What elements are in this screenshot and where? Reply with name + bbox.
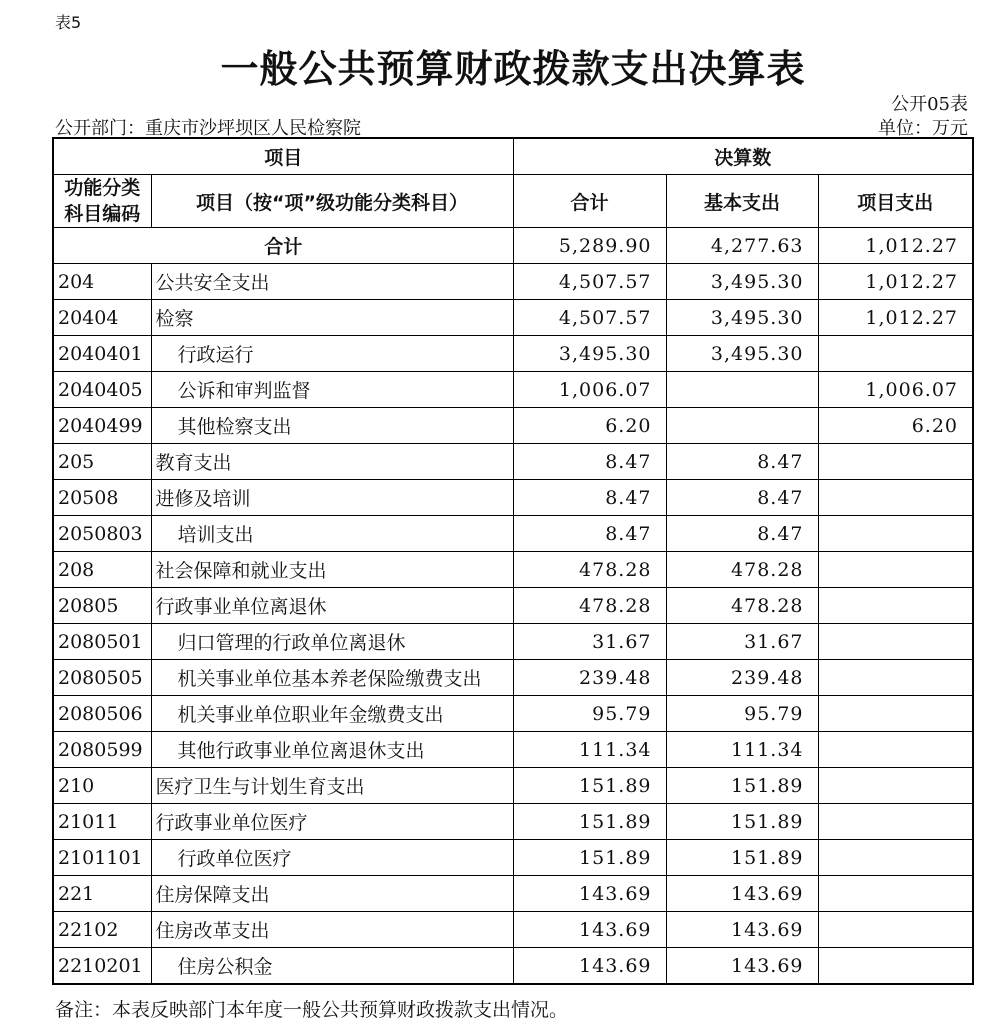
row-total: 95.79 [513,696,666,732]
row-basic: 151.89 [666,840,818,876]
row-code: 2080505 [53,660,151,696]
row-basic: 143.69 [666,948,818,985]
row-name: 医疗卫生与计划生育支出 [151,768,513,804]
header-project: 项目支出 [818,175,973,228]
row-project: 6.20 [818,408,973,444]
table-row [53,948,973,985]
table-number-label: 表5 [55,13,82,32]
row-code: 2050803 [53,516,151,552]
table-body [53,228,973,985]
row-project [818,732,973,768]
table-row [53,408,973,444]
row-total: 478.28 [513,588,666,624]
row-code: 20404 [53,300,151,336]
row-basic: 478.28 [666,552,818,588]
row-code: 2040499 [53,408,151,444]
row-name: 培训支出 [151,516,513,552]
row-name: 归口管理的行政单位离退休 [151,624,513,660]
header-item-name: 项目（按“项”级功能分类科目） [151,175,513,228]
table-row [53,624,973,660]
row-total: 111.34 [513,732,666,768]
row-basic: 111.34 [666,732,818,768]
row-name: 行政事业单位医疗 [151,804,513,840]
row-name: 住房改革支出 [151,912,513,948]
row-total: 143.69 [513,912,666,948]
header-item: 项目 [53,138,513,175]
table-row [53,732,973,768]
row-code: 20508 [53,480,151,516]
row-code: 20805 [53,588,151,624]
row-total: 239.48 [513,660,666,696]
row-project [818,660,973,696]
row-project [818,696,973,732]
row-name: 公共安全支出 [151,264,513,300]
row-project [818,588,973,624]
row-name: 机关事业单位基本养老保险缴费支出 [151,660,513,696]
row-total: 1,006.07 [513,372,666,408]
total-basic: 4,277.63 [666,228,818,264]
row-code: 2040401 [53,336,151,372]
row-code: 210 [53,768,151,804]
row-project [818,876,973,912]
row-name: 其他行政事业单位离退休支出 [151,732,513,768]
row-name: 机关事业单位职业年金缴费支出 [151,696,513,732]
row-project [818,624,973,660]
row-basic: 31.67 [666,624,818,660]
row-project [818,336,973,372]
row-project [818,912,973,948]
row-basic: 143.69 [666,876,818,912]
table-row [53,516,973,552]
row-project [818,516,973,552]
table-row [53,444,973,480]
row-code: 2080599 [53,732,151,768]
row-basic: 151.89 [666,804,818,840]
row-code: 208 [53,552,151,588]
table-row [53,840,973,876]
row-total: 31.67 [513,624,666,660]
row-total: 151.89 [513,804,666,840]
row-project [818,840,973,876]
row-name: 行政运行 [151,336,513,372]
table-row [53,660,973,696]
row-code: 221 [53,876,151,912]
total-label: 合计 [53,228,513,264]
row-name: 社会保障和就业支出 [151,552,513,588]
table-row [53,696,973,732]
footnote: 备注：本表反映部门本年度一般公共预算财政拨款支出情况。 [55,999,569,1021]
table-row [53,300,973,336]
row-basic [666,372,818,408]
row-project [818,804,973,840]
row-project: 1,012.27 [818,264,973,300]
row-name: 住房公积金 [151,948,513,985]
row-basic: 8.47 [666,444,818,480]
row-total: 8.47 [513,444,666,480]
row-name: 住房保障支出 [151,876,513,912]
row-project [818,444,973,480]
row-basic: 3,495.30 [666,300,818,336]
row-code: 2210201 [53,948,151,985]
row-basic: 3,495.30 [666,264,818,300]
header-basic: 基本支出 [666,175,818,228]
row-basic [666,408,818,444]
row-project: 1,012.27 [818,300,973,336]
row-code: 2101101 [53,840,151,876]
row-basic: 95.79 [666,696,818,732]
row-code: 204 [53,264,151,300]
row-basic: 8.47 [666,516,818,552]
table-row [53,768,973,804]
row-name: 检察 [151,300,513,336]
row-total: 478.28 [513,552,666,588]
row-total: 6.20 [513,408,666,444]
row-basic: 3,495.30 [666,336,818,372]
row-total: 151.89 [513,768,666,804]
row-name: 教育支出 [151,444,513,480]
row-code: 2080506 [53,696,151,732]
table-row [53,588,973,624]
row-total: 151.89 [513,840,666,876]
row-total: 8.47 [513,480,666,516]
table-row [53,372,973,408]
table-row [53,336,973,372]
row-total: 8.47 [513,516,666,552]
row-total: 3,495.30 [513,336,666,372]
row-total: 4,507.57 [513,300,666,336]
table-row [53,480,973,516]
unit-label: 单位：万元 [878,118,968,139]
row-code: 205 [53,444,151,480]
total-total: 5,289.90 [513,228,666,264]
row-name: 公诉和审判监督 [151,372,513,408]
table-row [53,912,973,948]
department-label: 公开部门：重庆市沙坪坝区人民检察院 [55,118,361,139]
expenditure-table [52,137,974,985]
row-total: 143.69 [513,876,666,912]
row-name: 行政单位医疗 [151,840,513,876]
row-basic: 151.89 [666,768,818,804]
page-title: 一般公共预算财政拨款支出决算表 [220,47,806,91]
table-row [53,804,973,840]
row-basic: 239.48 [666,660,818,696]
total-row [53,228,973,264]
row-project [818,480,973,516]
row-project [818,552,973,588]
row-basic: 478.28 [666,588,818,624]
total-project: 1,012.27 [818,228,973,264]
row-code: 21011 [53,804,151,840]
row-code: 2080501 [53,624,151,660]
row-project: 1,006.07 [818,372,973,408]
table-row [53,876,973,912]
row-basic: 8.47 [666,480,818,516]
row-basic: 143.69 [666,912,818,948]
row-total: 143.69 [513,948,666,985]
header-code: 功能分类科目编码 [53,175,151,228]
row-name: 其他检察支出 [151,408,513,444]
row-project [818,768,973,804]
row-project [818,948,973,985]
table-row [53,552,973,588]
form-code: 公开05表 [891,94,968,115]
row-name: 进修及培训 [151,480,513,516]
row-code: 22102 [53,912,151,948]
row-total: 4,507.57 [513,264,666,300]
row-code: 2040405 [53,372,151,408]
header-final-amount: 决算数 [513,138,973,175]
table-row [53,264,973,300]
row-name: 行政事业单位离退休 [151,588,513,624]
header-total: 合计 [513,175,666,228]
